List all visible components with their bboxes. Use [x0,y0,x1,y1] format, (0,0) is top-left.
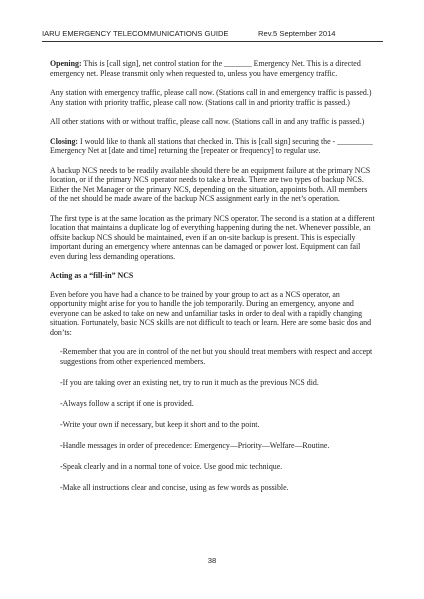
page-number: 38 [207,556,217,565]
header-rule [42,41,383,42]
header-revision: Rev.5 September 2014 [258,29,336,38]
tip-item: -Handle messages in order of precedence: Emergency—Priority—Welfare—Routine. [60,440,330,450]
opening-paragraph [50,59,375,78]
closing-label: Closing: [50,136,79,146]
tip-item: -If you are taking over an existing net, try to run it much as the previous NCS did. [60,377,319,387]
closing-paragraph [50,137,375,156]
tip-item: -Make all instructions clear and concise, using as few words as possible. [60,482,289,492]
tip-item: -Remember that you are in control of the net but you should treat members with respect and accept suggestions from other experienced members. [60,347,373,366]
header-title: IARU EMERGENCY TELECOMMUNICATIONS GUIDE [42,29,229,38]
emergency-call-paragraph: Any station with emergency traffic, please call now. (Stations call in and emergency traffic is passed.) Any station with priority traffic, please call now. (Stations call in and priority traffic is passed.) [50,88,372,107]
other-call-paragraph: All other stations with or without traffic, please call now. (Stations call in and any traffic is passed.) [50,117,365,126]
fillin-heading: Acting as a “fill-in” NCS [50,271,134,280]
opening-text: This is [call sign], net control station for the _______ Emergency Net. This is a directed emergency net. Please transmit only when requested to, unless you have emergency traffic. [50,59,361,78]
backup-ncs-paragraph: A backup NCS needs to be readily available should there be an equipment failure at the primary NCS location, or if the primary NCS operator needs to take a break. There are two types of backup NCS. Either the Net Manager or the primary NCS, depending on the situation, appoints both. All members of the net should be made aware of the backup NCS assignment early in the net’s operation. [50,165,371,203]
document-body [50,59,375,504]
tip-item: -Speak clearly and in a normal tone of voice. Use good mic technique. [60,461,283,471]
opening-label: Opening: [50,59,82,68]
first-type-paragraph: The first type is at the same location as the primary NCS operator. The second is a station at a different location that maintains a duplicate log of everything happening during the net. Whenever possible, an offsite backup NCS should be maintained, even if an on-site backup is present. This is especially important during an emergency where antennas can be damaged or power lost. Equipment can fail even during less demanding operations. [50,213,375,261]
tip-item: -Write your own if necessary, but keep it short and to the point. [60,419,260,429]
tip-item: -Always follow a script if one is provided. [60,398,194,408]
fillin-intro-paragraph: Even before you have had a chance to be trained by your group to act as a NCS operator, an opportunity might arise for you to handle the job temporarily. During an emergency, anyone and everyone can be asked to take on new and unfamiliar tasks in order to deal with a rapidly changing situation. Fortunately, basic NCS skills are not difficult to teach or learn. Here are some basic dos and don’ts: [50,289,372,337]
closing-text: I would like to thank all stations that checked in. This is [call sign] securing the - _________ Emergency Net at [date and time] returning the [repeater or frequency] to regular use. [50,136,373,155]
